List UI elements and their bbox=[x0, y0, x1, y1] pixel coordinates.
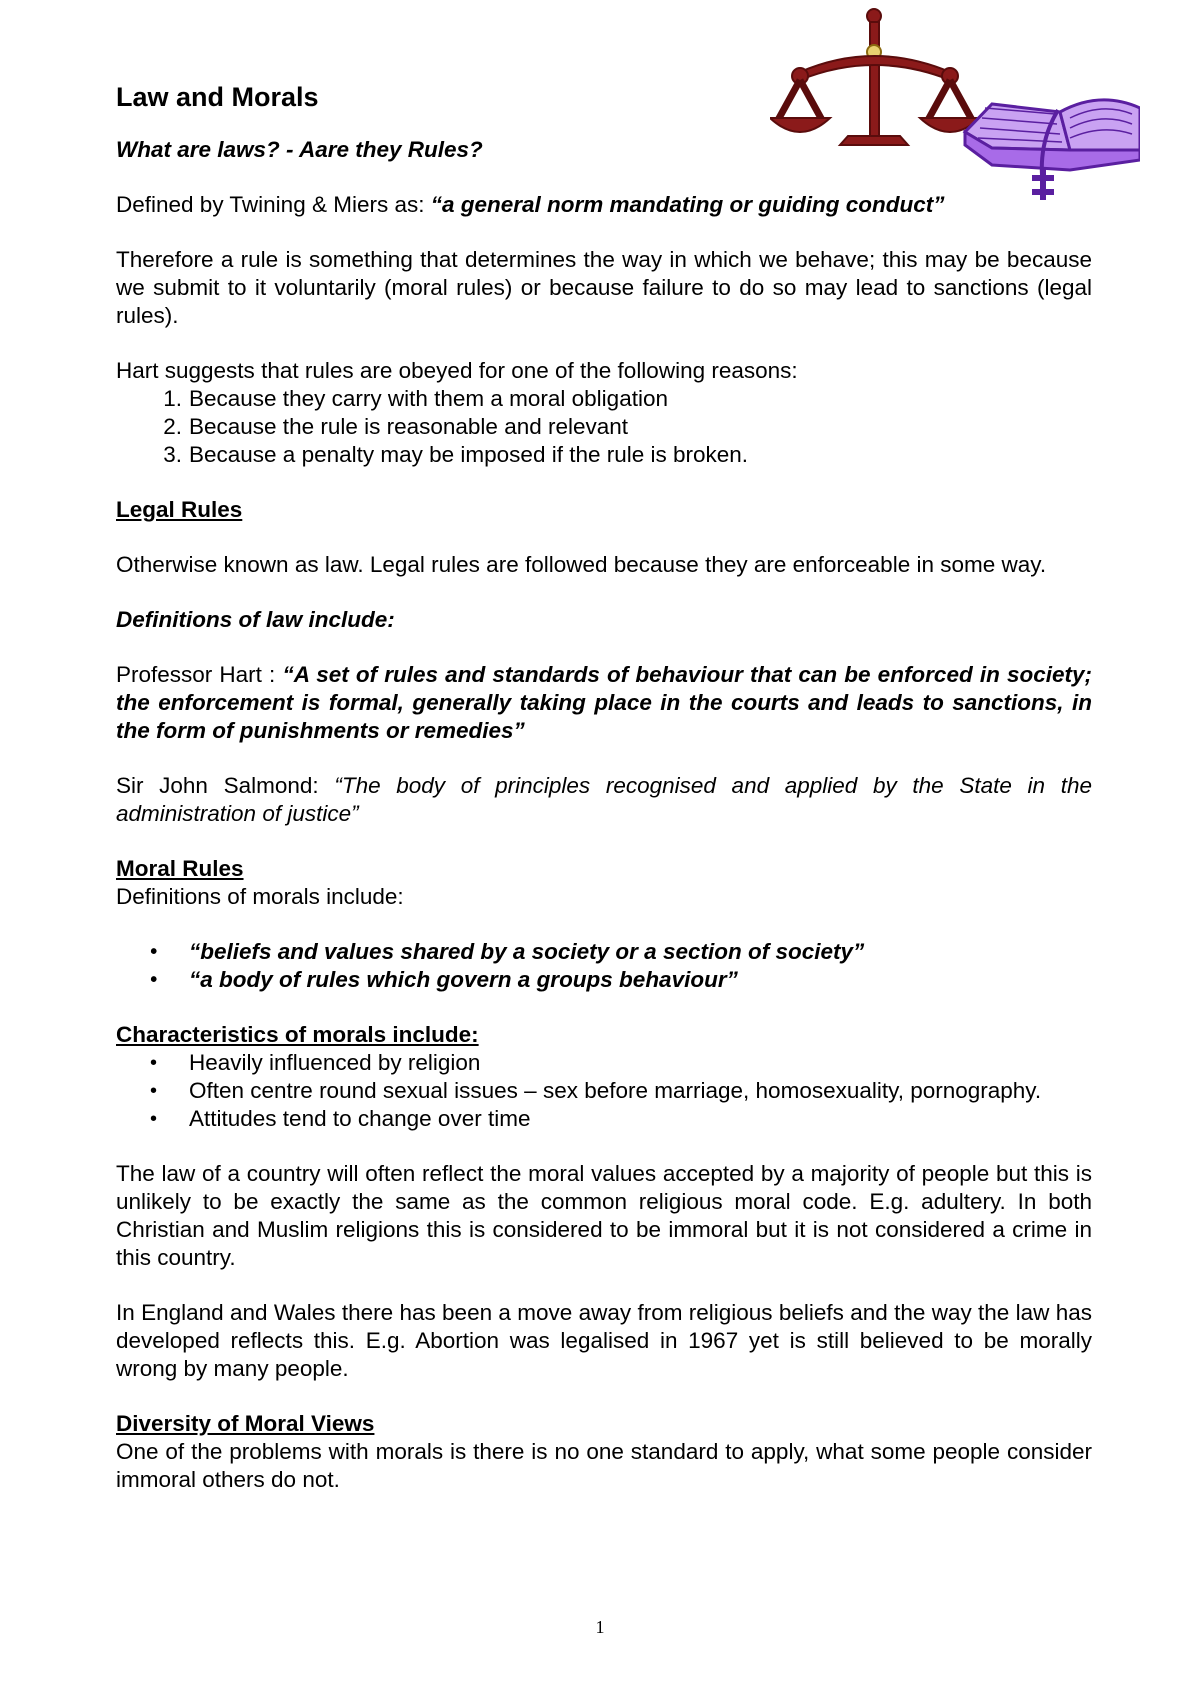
paragraph-legal-rules: Otherwise known as law. Legal rules are followed because they are enforceable in some way. bbox=[116, 552, 1047, 577]
salmond-def-quote: “The body of principles recognised and applied by the State in the administration of justice” bbox=[116, 773, 1092, 826]
hart-reasons-list bbox=[116, 385, 1092, 469]
document-page bbox=[116, 80, 1092, 1521]
list-item bbox=[116, 1049, 1092, 1077]
bullet-icon: • bbox=[150, 1052, 158, 1074]
definition-salmond bbox=[116, 772, 1092, 828]
list-text: Attitudes tend to change over time bbox=[189, 1106, 531, 1131]
hart-def-quote: “A set of rules and standards of behaviour that can be enforced in society; the enforcement is formal, generally taking place in the courts and leads to sanctions, in the form of punishments or remedies” bbox=[116, 662, 1092, 743]
salmond-def-prefix: Sir John Salmond: bbox=[116, 773, 335, 798]
list-item bbox=[116, 441, 1092, 469]
page-title: Law and Morals bbox=[116, 82, 319, 112]
paragraph-england-wales: In England and Wales there has been a move away from religious beliefs and the way the law has developed reflects this. E.g. Abortion was legalised in 1967 yet is still believed to be morally wrong by many people. bbox=[116, 1300, 1092, 1381]
heading-diversity: Diversity of Moral Views bbox=[116, 1411, 375, 1436]
list-item bbox=[116, 413, 1092, 441]
list-number: 2. bbox=[163, 414, 182, 439]
list-number: 1. bbox=[163, 386, 182, 411]
bullet-icon: • bbox=[150, 1108, 158, 1130]
list-text: Because the rule is reasonable and relevant bbox=[189, 414, 629, 439]
list-item bbox=[116, 1077, 1092, 1105]
heading-characteristics: Characteristics of morals include: bbox=[116, 1022, 479, 1047]
hart-intro: Hart suggests that rules are obeyed for one of the following reasons: bbox=[116, 358, 798, 383]
definition-quote: “a general norm mandating or guiding conduct” bbox=[430, 192, 945, 217]
bullet-icon: • bbox=[150, 941, 158, 963]
bullet-icon: • bbox=[150, 969, 158, 991]
heading-moral-rules: Moral Rules bbox=[116, 856, 244, 881]
moral-rules-intro: Definitions of morals include: bbox=[116, 884, 404, 909]
bullet-icon: • bbox=[150, 1080, 158, 1102]
hart-def-prefix: Professor Hart : bbox=[116, 662, 283, 687]
paragraph-country-law: The law of a country will often reflect the moral values accepted by a majority of people but this is unlikely to be exactly the same as the common religious moral code. E.g. adultery. In both Christian and Muslim religions this is considered to be immoral but it is not considered a crime in this country. bbox=[116, 1161, 1092, 1270]
list-item bbox=[116, 966, 1092, 994]
list-text: Because a penalty may be imposed if the rule is broken. bbox=[189, 442, 749, 467]
list-text: “a body of rules which govern a groups behaviour” bbox=[189, 967, 738, 992]
list-item bbox=[116, 1105, 1092, 1133]
heading-definitions-of-law: Definitions of law include: bbox=[116, 607, 395, 632]
characteristics-list bbox=[116, 1049, 1092, 1133]
definition-twining-miers bbox=[116, 191, 1092, 219]
list-text: Because they carry with them a moral obligation bbox=[189, 386, 668, 411]
list-item bbox=[116, 385, 1092, 413]
moral-definitions-list bbox=[116, 938, 1092, 994]
list-text: Heavily influenced by religion bbox=[189, 1050, 481, 1075]
paragraph-diversity: One of the problems with morals is there is no one standard to apply, what some people consider immoral others do not. bbox=[116, 1439, 1092, 1492]
definition-professor-hart bbox=[116, 661, 1092, 745]
list-text: Often centre round sexual issues – sex before marriage, homosexuality, pornography. bbox=[189, 1078, 1042, 1103]
page-number: 1 bbox=[595, 1617, 605, 1637]
subtitle-question: What are laws? - Aare they Rules? bbox=[116, 137, 483, 162]
paragraph-rule: Therefore a rule is something that determines the way in which we behave; this may be because we submit to it voluntarily (moral rules) or because failure to do so may lead to sanctions (legal rules). bbox=[116, 247, 1092, 328]
heading-legal-rules: Legal Rules bbox=[116, 497, 243, 522]
list-number: 3. bbox=[163, 442, 182, 467]
list-text: “beliefs and values shared by a society or a section of society” bbox=[189, 939, 865, 964]
definition-prefix: Defined by Twining & Miers as: bbox=[116, 192, 431, 217]
list-item bbox=[116, 938, 1092, 966]
